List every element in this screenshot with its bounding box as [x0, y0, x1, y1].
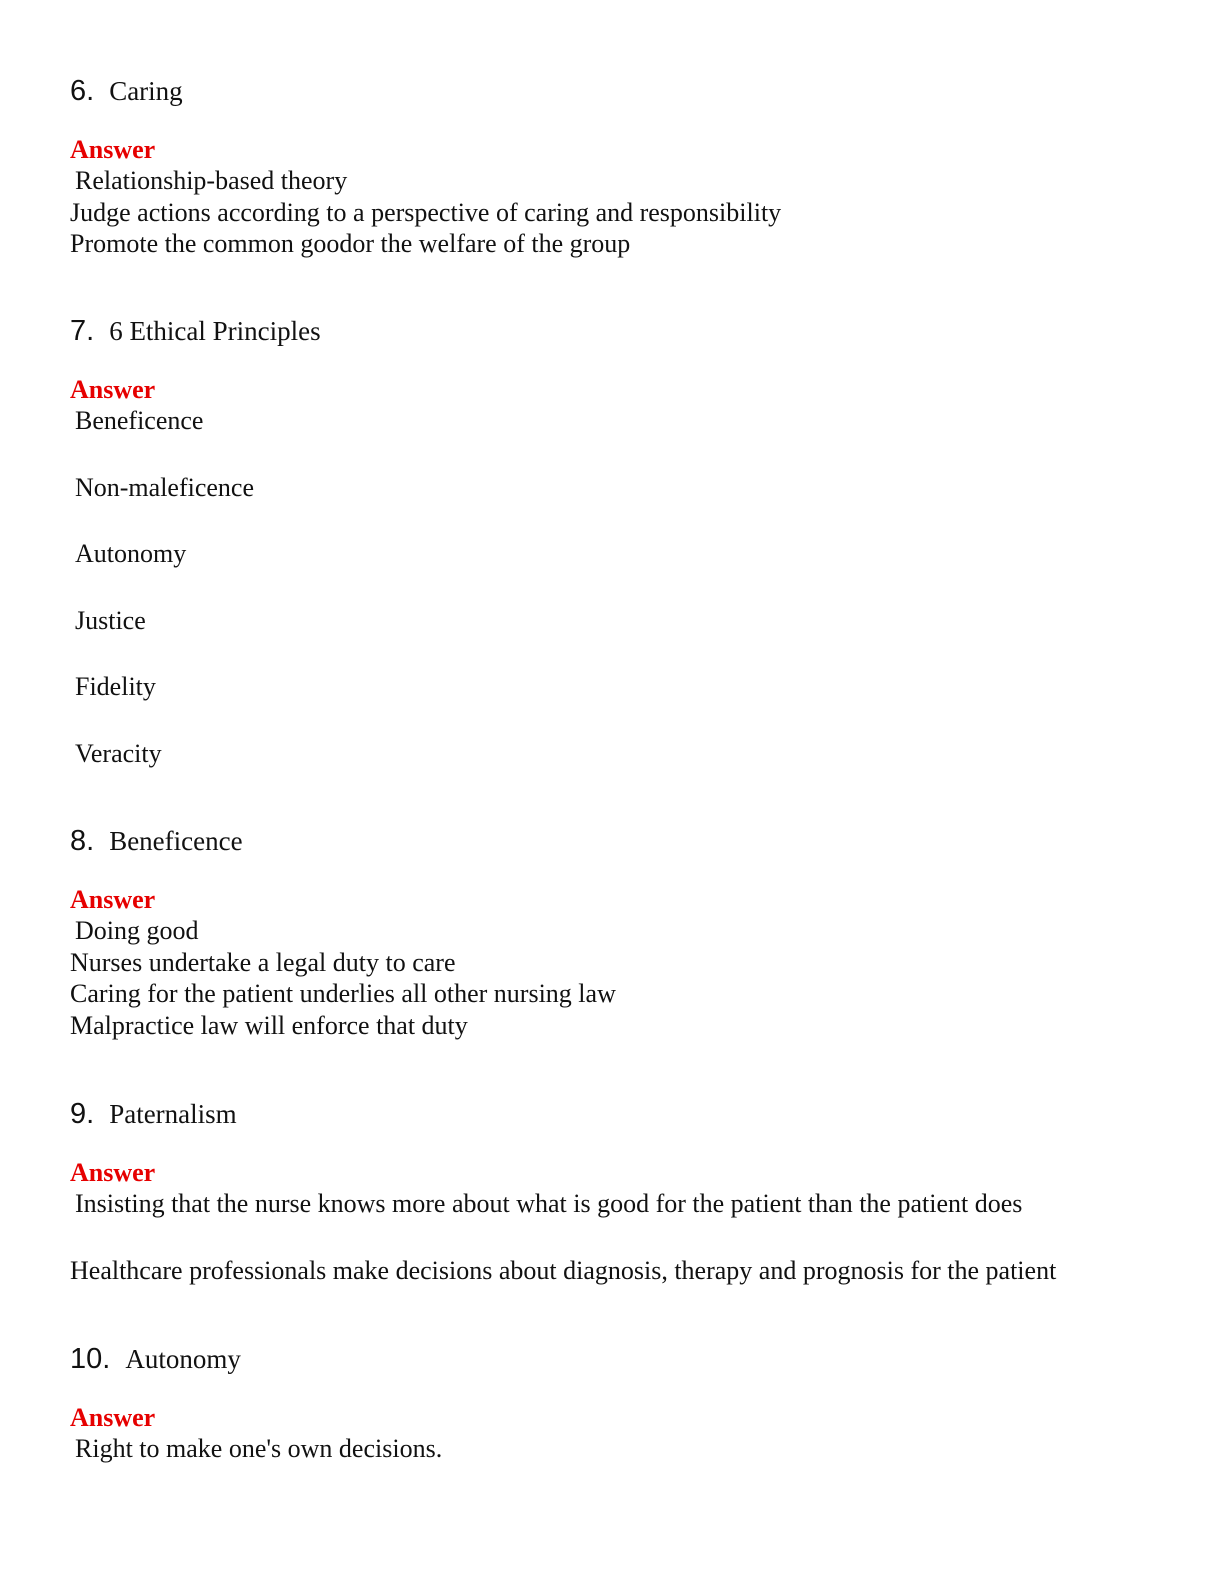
answer-line: Relationship-based theory: [75, 166, 348, 195]
question-number: 10.: [70, 1343, 111, 1375]
answer-text: [70, 915, 1164, 1041]
answer-line: Autonomy: [75, 539, 187, 568]
question-title: Paternalism: [109, 1099, 237, 1129]
answer-line: Beneficence: [75, 406, 204, 435]
question-9: [70, 1096, 1164, 1286]
answer-line: Nurses undertake a legal duty to care: [70, 947, 456, 977]
question-8: [70, 823, 1164, 1041]
question-header: [70, 73, 1164, 109]
answer-line: Veracity: [75, 738, 162, 768]
question-title: Caring: [109, 76, 183, 106]
question-10: [70, 1341, 1164, 1465]
question-number: 7.: [70, 315, 95, 347]
question-number: 9.: [70, 1098, 95, 1130]
question-header: [70, 313, 1164, 349]
question-number: 8.: [70, 825, 95, 857]
answer-label: Answer: [70, 375, 156, 404]
answer-label: Answer: [70, 135, 156, 164]
question-number: 6.: [70, 75, 95, 107]
answer-text: [70, 165, 1164, 260]
question-header: [70, 1096, 1164, 1132]
question-6: [70, 73, 1164, 260]
question-7: [70, 313, 1164, 769]
answer-line: Promote the common goodor the welfare of the group: [70, 229, 631, 258]
answer-line: Doing good: [75, 916, 199, 945]
answer-line: Non-maleficence: [75, 472, 255, 502]
answer-line: Caring for the patient underlies all other nursing law: [70, 979, 616, 1008]
answer-label: Answer: [70, 1403, 156, 1432]
answer-line: Malpractice law will enforce that duty: [70, 1010, 468, 1040]
answer-text: [70, 405, 1164, 769]
answer-line: Fidelity: [75, 672, 156, 701]
answer-line: Justice: [75, 605, 146, 635]
question-title: Autonomy: [125, 1344, 241, 1374]
answer-line: Healthcare professionals make decisions about diagnosis, therapy and prognosis for the patient: [70, 1255, 1057, 1285]
question-header: [70, 823, 1164, 859]
answer-text: [70, 1188, 1164, 1286]
question-title: 6 Ethical Principles: [109, 316, 321, 346]
answer-line: Right to make one's own decisions.: [75, 1434, 443, 1463]
answer-label: Answer: [70, 885, 156, 914]
answer-line: Insisting that the nurse knows more about what is good for the patient than the patient does: [75, 1189, 1023, 1218]
answer-text: [70, 1433, 1164, 1465]
question-header: [70, 1341, 1164, 1377]
answer-label: Answer: [70, 1158, 156, 1187]
answer-line: Judge actions according to a perspective of caring and responsibility: [70, 197, 782, 227]
question-title: Beneficence: [109, 826, 243, 856]
